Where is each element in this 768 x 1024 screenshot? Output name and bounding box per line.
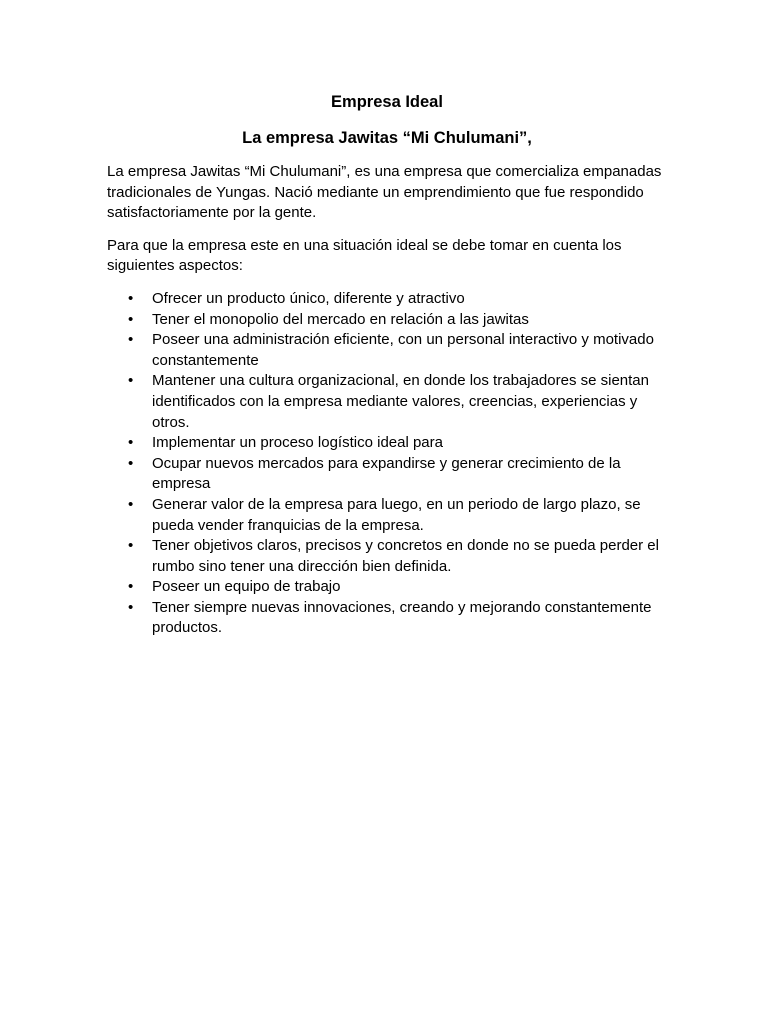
list-item <box>107 289 667 310</box>
bullet-icon: • <box>128 578 134 596</box>
list-item-text: Poseer un equipo de trabajo <box>152 578 341 596</box>
list-item-text: Ocupar nuevos mercados para expandirse y generar crecimiento de la empresa <box>152 454 621 493</box>
list-item <box>107 433 667 454</box>
document-title: Empresa Ideal <box>331 93 443 111</box>
list-item <box>107 495 667 536</box>
list-item-text: Tener siempre nuevas innovaciones, creando y mejorando constantemente productos. <box>152 598 652 637</box>
bullet-icon: • <box>128 289 134 307</box>
list-item-text: Ofrecer un producto único, diferente y atractivo <box>152 289 465 307</box>
list-item <box>107 330 667 371</box>
list-item-text: Tener el monopolio del mercado en relación a las jawitas <box>152 310 529 328</box>
bullet-icon: • <box>128 310 134 328</box>
list-item <box>107 371 667 433</box>
bullet-icon: • <box>128 372 134 390</box>
list-item-text: Implementar un proceso logístico ideal para <box>152 434 443 452</box>
aspects-list <box>107 289 667 639</box>
bullet-icon: • <box>128 537 134 555</box>
list-item <box>107 598 667 639</box>
aspects-paragraph: Para que la empresa este en una situación ideal se debe tomar en cuenta los siguientes aspectos: <box>107 236 622 275</box>
list-item-text: Tener objetivos claros, precisos y concretos en donde no se pueda perder el rumbo sino tener una dirección bien definida. <box>152 537 659 575</box>
list-item-text: Generar valor de la empresa para luego, en un periodo de largo plazo, se pueda vender franquicias de la empresa. <box>152 495 641 534</box>
list-item <box>107 454 667 495</box>
list-item <box>107 536 667 577</box>
list-item <box>107 577 667 598</box>
bullet-icon: • <box>128 454 134 472</box>
document-page <box>107 92 667 639</box>
document-subtitle: La empresa Jawitas “Mi Chulumani”, <box>242 129 532 147</box>
list-item-text: Mantener una cultura organizacional, en donde los trabajadores se sientan identificados con la empresa mediante valores, creencias, experiencias y otros. <box>152 372 649 431</box>
bullet-icon: • <box>128 495 134 513</box>
list-item-text: Poseer una administración eficiente, con un personal interactivo y motivado constantemente <box>152 331 654 369</box>
bullet-icon: • <box>128 331 134 349</box>
list-item <box>107 310 667 331</box>
bullet-icon: • <box>128 434 134 452</box>
bullet-icon: • <box>128 598 134 616</box>
intro-paragraph: La empresa Jawitas “Mi Chulumani”, es una empresa que comercializa empanadas tradicionales de Yungas. Nació mediante un emprendimiento que fue respondido satisfactoriamente por la gente. <box>107 163 662 222</box>
